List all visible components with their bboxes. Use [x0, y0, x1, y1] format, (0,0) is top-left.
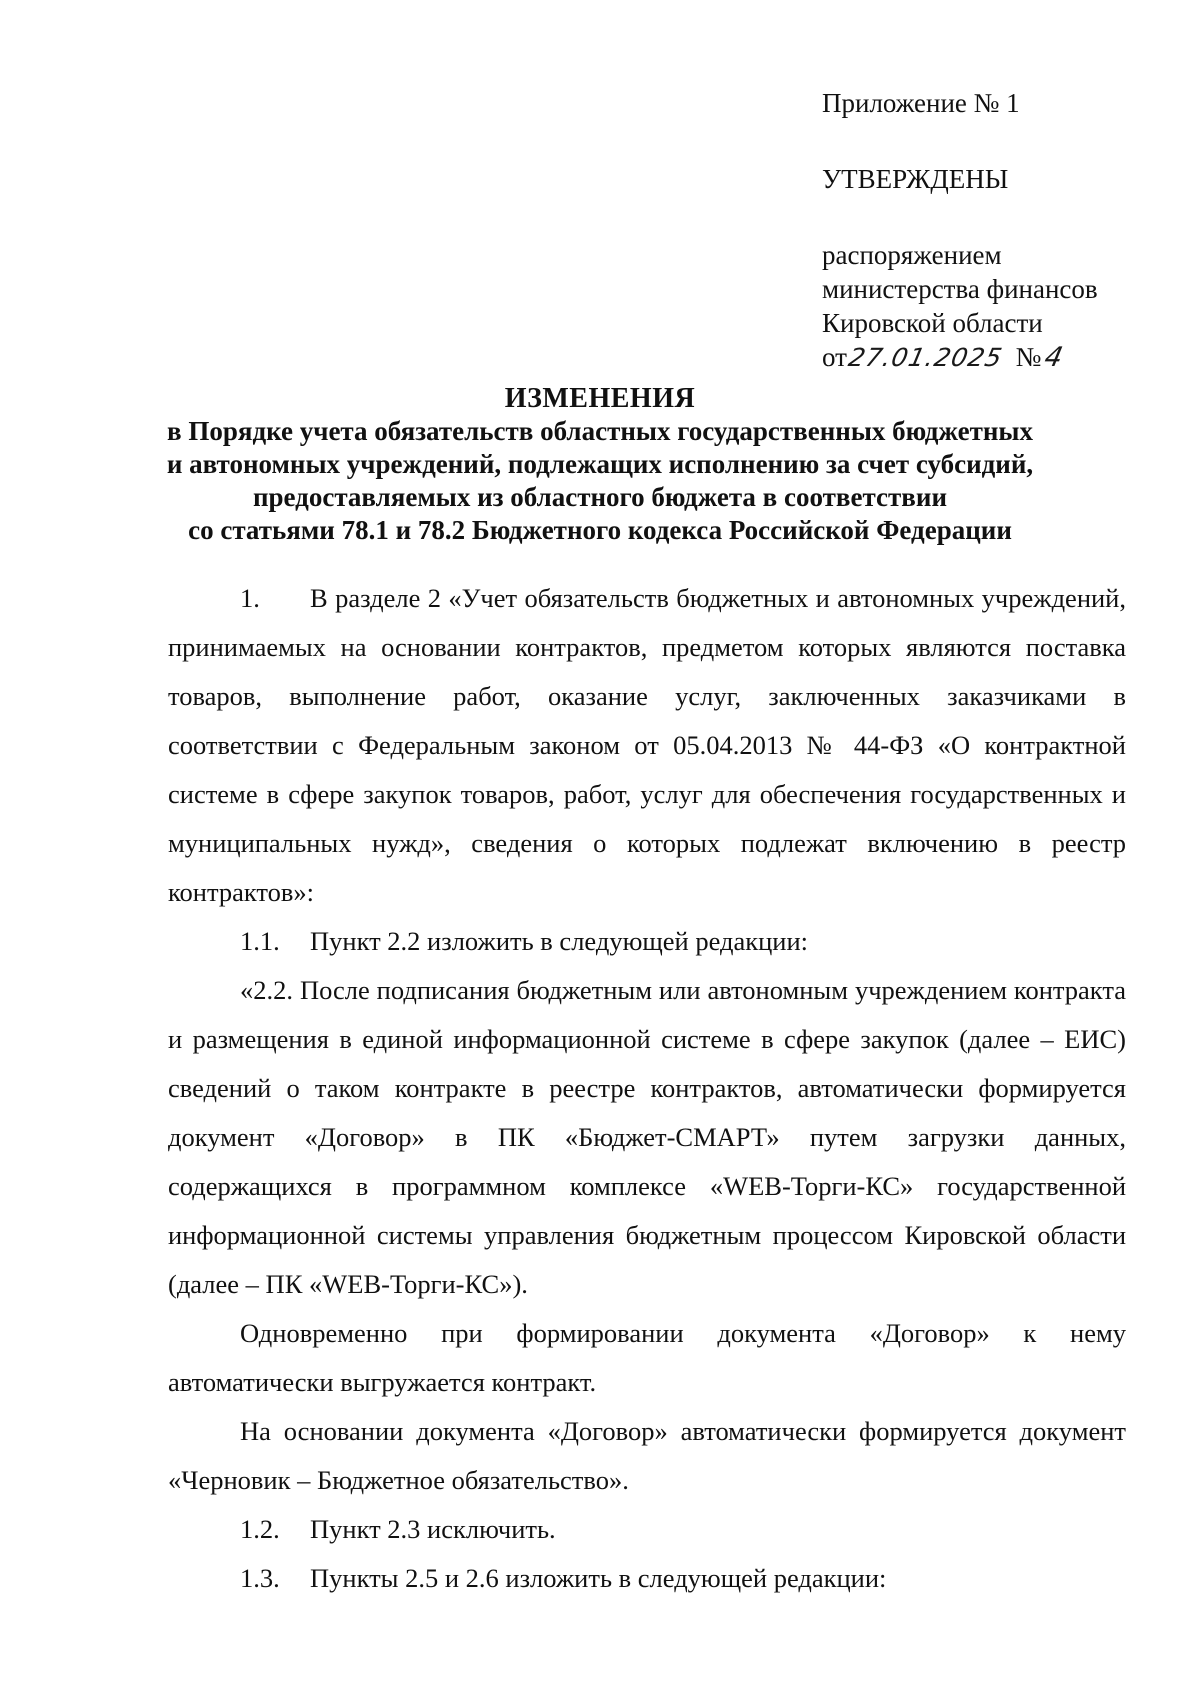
handwritten-number: 4	[1042, 342, 1067, 373]
document-body	[168, 574, 1126, 1603]
order-line: Кировской области	[822, 308, 1043, 338]
item-number: 1.2.	[240, 1514, 280, 1544]
paragraph-simultaneous: Одновременно при формировании документа «Договор» к нему автоматически выгружается контракт.	[168, 1318, 1126, 1397]
approved-label: УТВЕРЖДЕНЫ	[822, 164, 1009, 194]
number-prefix: №	[1015, 342, 1042, 372]
paragraph-1-2	[168, 1505, 1126, 1554]
paragraph-1-1	[168, 917, 1126, 966]
paragraph-2-2-quote: «2.2. После подписания бюджетным или автономным учреждением контракта и размещения в единой информационной системе в сфере закупок (далее – ЕИС) сведений о таком контракте в реестре контрактов, автоматически формируется документ «Договор» в ПК «Бюджет-СМАРТ» путем загрузки данных, содержащихся в программном комплексе «WEB-Торги-КС» государственной информационной системы управления бюджетным процессом Кировской области (далее – ПК «WEB-Торги-КС»).	[168, 975, 1126, 1299]
appendix-label: Приложение № 1	[822, 88, 1020, 118]
heading-line: и автономных учреждений, подлежащих исполнению за счет субсидий,	[166, 449, 1034, 479]
handwritten-date: 27.01.2025	[845, 343, 1006, 372]
heading-title: ИЗМЕНЕНИЯ	[504, 383, 696, 414]
paragraph-1-3	[168, 1554, 1126, 1603]
heading-line: предоставляемых из областного бюджета в соответствии	[252, 482, 947, 512]
paragraph-text: Пункты 2.5 и 2.6 изложить в следующей редакции:	[310, 1563, 887, 1593]
paragraph-text: В разделе 2 «Учет обязательств бюджетных и автономных учреждений, принимаемых на основании контрактов, предметом которых являются поставка товаров, выполнение работ, оказание услуг, заключенных заказчиками в соответствии с Федеральным законом от 05.04.2013 № 44-ФЗ «О контрактной системе в сфере закупок товаров, работ, услуг для обеспечения государственных и муниципальных нужд», сведения о которых подлежат включению в реестр контрактов»:	[168, 583, 1126, 907]
order-line: министерства финансов	[822, 274, 1098, 304]
heading-line: со статьями 78.1 и 78.2 Бюджетного кодекса Российской Федерации	[188, 515, 1012, 545]
order-reference	[822, 238, 1182, 375]
paragraph-text: Пункт 2.3 исключить.	[310, 1514, 556, 1544]
paragraph-basis: На основании документа «Договор» автоматически формируется документ «Черновик – Бюджетное обязательство».	[168, 1416, 1126, 1495]
paragraph-1	[168, 574, 1126, 917]
heading-line: в Порядке учета обязательств областных государственных бюджетных	[166, 416, 1034, 446]
item-number: 1.3.	[240, 1563, 280, 1593]
item-number: 1.1.	[240, 926, 280, 956]
approval-block	[822, 86, 1182, 375]
paragraph-text: Пункт 2.2 изложить в следующей редакции:	[310, 926, 809, 956]
item-number: 1.	[240, 583, 260, 613]
document-heading	[150, 382, 1050, 547]
order-line: распоряжением	[822, 240, 1002, 270]
order-date-number	[822, 340, 1182, 375]
date-prefix: от	[822, 342, 847, 372]
